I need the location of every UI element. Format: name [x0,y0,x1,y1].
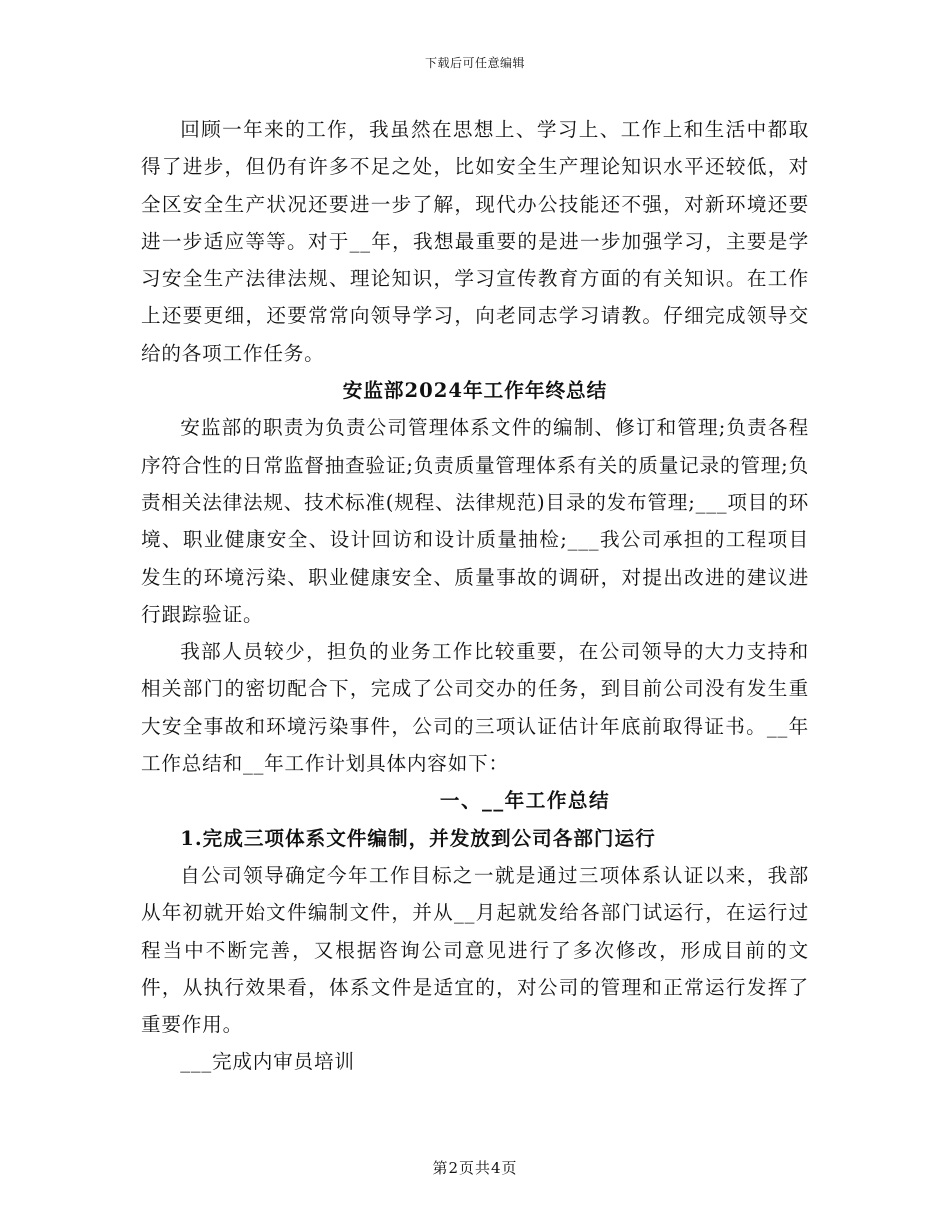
section-heading: 一、__年工作总结 [439,789,611,813]
document-body [141,111,809,1081]
paragraph-review: 回顾一年来的工作，我虽然在思想上、学习上、工作上和生活中都取得了进步，但仍有许多不足之处，比如安全生产理论知识水平还较低，对全区安全生产状况还要进一步了解，现代办公技能还不强，对新环境还要进一步适应等等。对于__年，我想最重要的是进一步加强学习，主要是学习安全生产法律法规、理论知识，学习宣传教育方面的有关知识。在工作上还要更细，还要常常向领导学习，向老同志学习请教。仔细完成领导交给的各项工作任务。 [141,118,809,365]
paragraph-auditor-training: ___完成内审员培训 [180,1050,355,1074]
paragraph-summary-intro: 我部人员较少，担负的业务工作比较重要，在公司领导的大力支持和相关部门的密切配合下，完成了公司交办的任务，到目前公司没有发生重大安全事故和环境污染事件，公司的三项认证估计年底前取得证书。__年工作总结和__年工作计划具体内容如下： [141,640,809,776]
paragraph-responsibilities: 安监部的职责为负责公司管理体系文件的编制、修订和管理;负责各程序符合性的日常监督抽查验证;负责质量管理体系有关的质量记录的管理;负责相关法律法规、技术标准(规程、法律规范)目录的发布管理;___项目的环境、职业健康安全、设计回访和设计质量抽检;___我公司承担的工程项目发生的环境污染、职业健康安全、质量事故的调研，对提出改进的建议进行跟踪验证。 [141,416,809,626]
page-number: 第2页共4页 [432,1159,518,1177]
document-title: 安监部2024年工作年终总结 [342,379,608,403]
header-note: 下载后可任意编辑 [424,56,525,70]
paragraph-system-documents: 自公司领导确定今年工作目标之一就是通过三项体系认证以来，我部从年初就开始文件编制文件，并从__月起就发给各部门试运行，在运行过程当中不断完善，又根据咨询公司意见进行了多次修改，形成目前的文件，从执行效果看，体系文件是适宜的，对公司的管理和正常运行发挥了重要作用。 [141,863,809,1037]
subsection-heading: 1.完成三项体系文件编制，并发放到公司各部门运行 [180,826,656,850]
